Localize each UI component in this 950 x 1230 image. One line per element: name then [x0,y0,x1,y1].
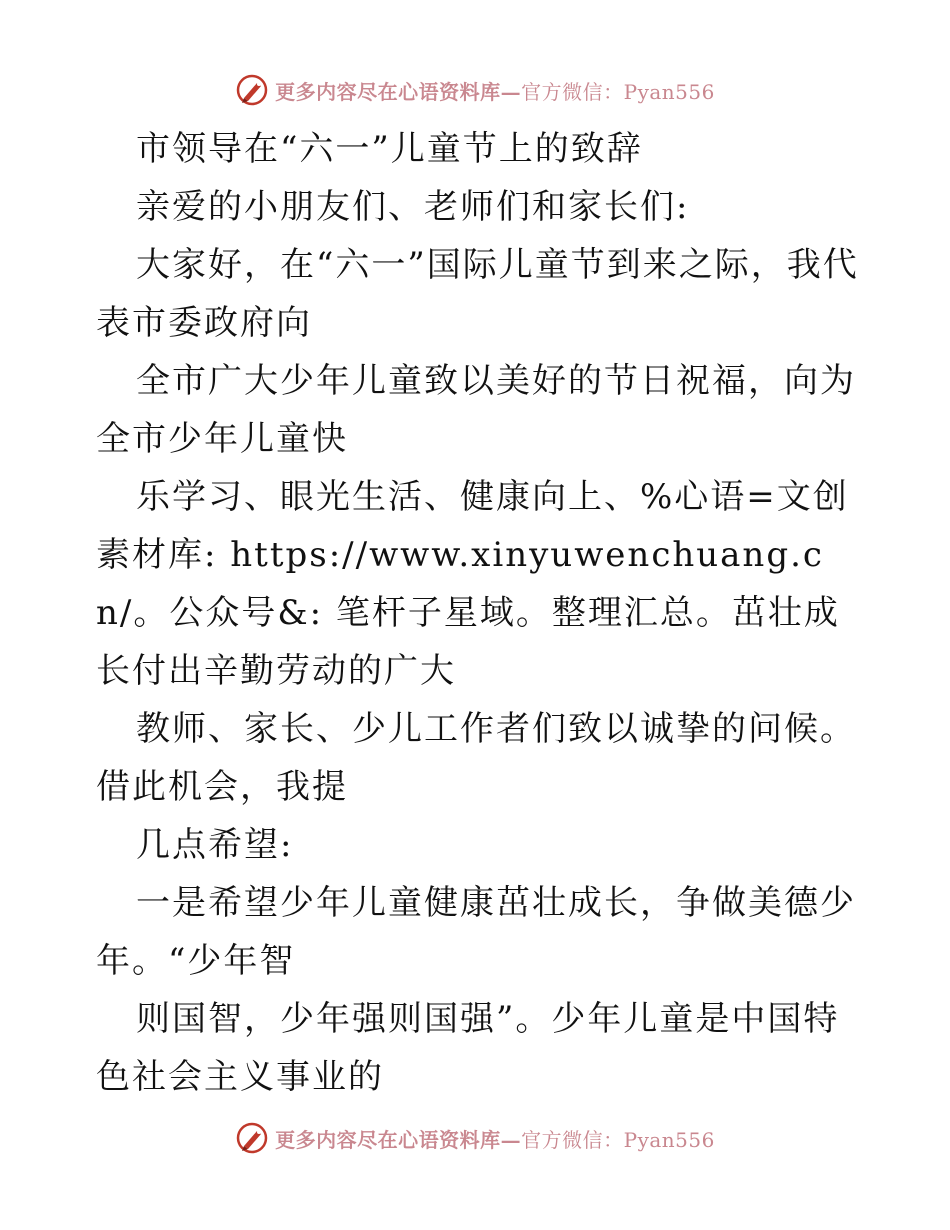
document-body [96,120,866,1106]
paragraph: 全市广大少年儿童致以美好的节日祝福，向为全市少年儿童快 [96,361,856,459]
paragraph: 乐学习、眼光生活、健康向上、%心语=文创素材库: https://www.xinyuwenchuang.cn/。公众号&: 笔杆子星域。整理汇总。茁壮成长付出辛勤劳动的广大 [96,477,849,691]
paragraph: 则国智，少年强则国强”。少年儿童是中国特色社会主义事业的 [96,999,840,1097]
footer-watermark [0,1118,950,1158]
watermark-text: 更多内容尽在心语资料库—官方微信：Pyan556 [275,79,715,104]
header-watermark [0,70,950,110]
paragraph: 大家好，在“六一”国际儿童节到来之际，我代表市委政府向 [96,245,859,343]
paragraph: 教师、家长、少儿工作者们致以诚挚的问候。借此机会，我提 [96,709,856,807]
salutation: 亲爱的小朋友们、老师们和家长们: [136,187,690,227]
pen-logo-icon [235,73,269,107]
pen-logo-icon [235,1121,269,1155]
paragraph: 一是希望少年儿童健康茁壮成长，争做美德少年。“少年智 [96,883,856,981]
paragraph: 几点希望: [136,825,294,865]
watermark-text: 更多内容尽在心语资料库—官方微信：Pyan556 [275,1127,715,1152]
document-title: 市领导在“六一”儿童节上的致辞 [136,129,643,169]
